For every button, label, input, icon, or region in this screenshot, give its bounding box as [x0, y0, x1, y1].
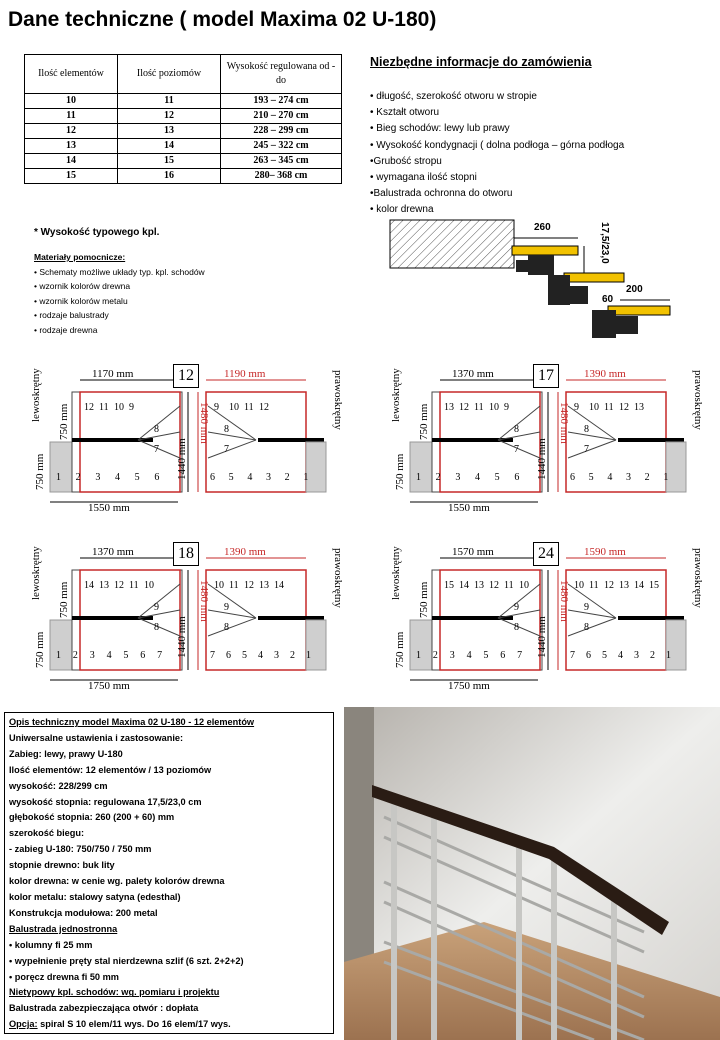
step-number: 4: [607, 472, 613, 483]
order-info: [370, 55, 624, 219]
floor-landing: [666, 442, 686, 492]
table-cell: 11: [25, 109, 118, 124]
step-number: 11: [244, 402, 254, 413]
stair-diagram: [388, 540, 718, 690]
step-number: 3: [634, 650, 639, 661]
order-item: • długość, szerokość otworu w stropie: [370, 91, 537, 102]
step-number: 11: [99, 402, 109, 413]
step-number: 8: [154, 622, 159, 633]
step-number: 7: [517, 650, 523, 661]
right-width-label: 1190 mm: [224, 368, 266, 380]
step-number: 10: [214, 580, 224, 591]
step-number: 7: [570, 650, 575, 661]
tread: [564, 273, 624, 282]
step-number: 5: [483, 650, 489, 661]
step-number: 5: [494, 472, 500, 483]
step-number: 6: [226, 650, 231, 661]
step-number: 8: [514, 622, 519, 633]
railing-line: • kolumny fi 25 mm: [9, 939, 93, 950]
materials-item: • wzornik kolorów drewna: [34, 281, 131, 291]
step-number: 5: [602, 650, 607, 661]
description-line: - zabieg U-180: 750/750 / 750 mm: [9, 844, 152, 855]
description-line: wysokość: 228/299 cm: [9, 780, 108, 791]
height-red-label: 1480 mm: [198, 580, 210, 622]
step-number: 5: [242, 650, 247, 661]
technical-description: [4, 712, 334, 1034]
description-line: kolor drewna: w cenie wg. palety kolorów drewna: [9, 876, 225, 887]
floor-landing: [410, 442, 432, 492]
height-label: 1440 mm: [176, 616, 188, 658]
step-number: 2: [435, 472, 441, 483]
step-tread-label: 200: [626, 284, 643, 295]
step-number: 13: [259, 580, 269, 591]
step-number: 9: [574, 402, 579, 413]
step-number: 7: [224, 444, 229, 455]
step-number: 5: [588, 472, 594, 483]
description-title: Opis techniczny model Maxima 02 U-180 - 12 elementów: [9, 717, 255, 727]
step-number: 10: [574, 580, 584, 591]
typical-note: * Wysokość typowego kpl.: [34, 227, 160, 238]
step-number: 2: [432, 650, 438, 661]
floor-landing: [50, 442, 72, 492]
col-header-levels: Ilość poziomów: [118, 55, 221, 94]
step-number: 14: [84, 580, 94, 591]
table-row: [25, 154, 342, 169]
step-number: 10: [519, 580, 529, 591]
materials-item: • rodzaje balustrady: [34, 310, 109, 320]
step-number: 13: [474, 580, 484, 591]
left-turn-label: lewoskrętny: [30, 546, 42, 600]
materials-item: • rodzaje drewna: [34, 324, 98, 335]
option-line: [9, 1017, 329, 1033]
step-number: 3: [626, 472, 631, 483]
step-number: 3: [266, 472, 271, 483]
element-count-badge: 17: [533, 364, 559, 388]
step-number: 6: [570, 472, 575, 483]
step-number: 12: [619, 402, 629, 413]
step-depth-label: 260: [534, 222, 551, 233]
description-line: Uniwersalne ustawienia i zastosowanie:: [9, 732, 184, 743]
step-profile-svg: [388, 218, 688, 343]
table-cell: 263 – 345 cm: [221, 154, 342, 169]
right-width-label: 1590 mm: [584, 546, 626, 558]
height-label: 1440 mm: [536, 438, 548, 480]
depth-label: 750 mm: [34, 453, 46, 490]
left-width-label: 1170 mm: [92, 368, 134, 380]
col-header-elements: Ilość elementów: [25, 55, 118, 94]
step-number: 9: [129, 402, 134, 413]
total-width-label: 1750 mm: [88, 680, 130, 692]
step-block: [516, 260, 534, 272]
depth-label: 750 mm: [58, 581, 70, 618]
step-number: 2: [644, 472, 650, 483]
element-count-badge: 24: [533, 542, 559, 566]
step-number: 10: [489, 402, 499, 413]
table-cell: 13: [118, 124, 221, 139]
table-cell: 210 – 270 cm: [221, 109, 342, 124]
railing-line: • wypełnienie pręty stal nierdzewna szlif (6 szt. 2+2+2): [9, 955, 244, 966]
step-number: 7: [154, 444, 159, 455]
element-count-badge: 18: [173, 542, 199, 566]
table-row: [25, 169, 342, 184]
table-row: [25, 94, 342, 109]
step-number: 7: [210, 650, 215, 661]
step-number: 2: [650, 650, 655, 661]
custom-heading: Nietypowy kpl. schodów: wg. pomiaru i projektu: [9, 987, 220, 998]
step-number: 3: [455, 472, 461, 483]
table-header-row: [25, 55, 342, 94]
order-item: •Balustrada ochronna do otworu: [370, 188, 513, 200]
left-width-label: 1370 mm: [92, 546, 134, 558]
step-number: 10: [229, 402, 239, 413]
height-red-label: 1480 mm: [558, 580, 570, 622]
step-number: 13: [99, 580, 109, 591]
right-turn-label: prawoskrętny: [332, 548, 344, 608]
right-turn-label: prawoskrętny: [692, 370, 704, 430]
step-number: 12: [84, 402, 94, 413]
table-cell: 16: [118, 169, 221, 184]
step-number: 2: [72, 650, 78, 661]
step-number: 11: [229, 580, 239, 591]
depth-label: 750 mm: [418, 581, 430, 618]
step-number: 1: [56, 472, 61, 483]
description-line: szerokość biegu:: [9, 828, 85, 839]
step-number: 1: [303, 472, 309, 483]
step-number: 2: [290, 650, 295, 661]
step-number: 14: [459, 580, 469, 591]
railing-line: • poręcz drewna fi 50 mm: [9, 971, 119, 982]
description-line: Ilość elementów: 12 elementów / 13 poziomów: [9, 764, 212, 775]
right-turn-label: prawoskrętny: [332, 370, 344, 430]
step-number: 4: [475, 472, 480, 483]
order-item: •Grubość stropu: [370, 155, 442, 167]
railing-heading: Balustrada jednostronna: [9, 923, 118, 934]
total-width-label: 1750 mm: [448, 680, 490, 692]
step-number: 5: [134, 472, 140, 483]
step-number: 9: [214, 402, 219, 413]
step-number: 15: [649, 580, 659, 591]
step-number: 12: [604, 580, 614, 591]
step-number: 9: [504, 402, 509, 413]
step-number: 12: [244, 580, 254, 591]
height-red-label: 1480 mm: [558, 402, 570, 444]
tread: [512, 246, 578, 255]
left-width-label: 1370 mm: [452, 368, 494, 380]
order-item: • Bieg schodów: lewy lub prawy: [370, 123, 510, 135]
order-heading: Niezbędne informacje do zamówienia: [370, 55, 592, 69]
step-number: 11: [504, 580, 514, 591]
step-number: 9: [514, 602, 519, 613]
step-number: 13: [634, 402, 644, 413]
description-line: Konstrukcja modułowa: 200 metal: [9, 907, 158, 918]
step-number: 3: [274, 650, 279, 661]
step-number: 4: [258, 650, 263, 661]
stair-diagram: [28, 540, 358, 690]
step-number: 6: [514, 472, 520, 483]
step-number: 14: [634, 580, 644, 591]
step-number: 8: [514, 424, 519, 435]
spec-table-body: [25, 94, 342, 184]
step-number: 3: [89, 650, 95, 661]
step-number: 7: [157, 650, 163, 661]
materials-item: • Schematy możliwe układy typ. kpl. schodów: [34, 266, 205, 277]
floor-landing: [50, 620, 72, 670]
table-cell: 13: [25, 139, 118, 154]
depth-label: 750 mm: [394, 453, 406, 490]
custom-line: Balustrada zabezpieczająca otwór : dopłata: [9, 1003, 199, 1014]
table-cell: 15: [118, 154, 221, 169]
step-number: 8: [584, 622, 589, 633]
step-number: 3: [449, 650, 455, 661]
step-number: 11: [474, 402, 484, 413]
step-number: 11: [604, 402, 614, 413]
depth-label: 750 mm: [34, 631, 46, 668]
col-header-height: Wysokość regulowana od - do: [221, 55, 342, 94]
left-turn-label: lewoskrętny: [390, 368, 402, 422]
table-cell: 280– 368 cm: [221, 169, 342, 184]
description-line: Zabieg: lewy, prawy U-180: [9, 748, 123, 759]
table-row: [25, 124, 342, 139]
step-number: 12: [114, 580, 124, 591]
step-number: 8: [584, 424, 589, 435]
step-number: 9: [154, 602, 159, 613]
order-item: • Wysokość kondygnacji ( dolna podłoga – górna podłoga: [370, 139, 625, 151]
step-number: 4: [247, 472, 253, 483]
step-number: 5: [228, 472, 234, 483]
table-cell: 11: [118, 94, 221, 109]
materials-list: [34, 250, 205, 337]
depth-label: 750 mm: [394, 631, 406, 668]
page-title: Dane techniczne ( model Maxima 02 U-180): [8, 8, 437, 31]
step-number: 9: [584, 602, 589, 613]
railing-photo: [344, 707, 720, 1040]
step-profile-drawing: [388, 218, 688, 343]
step-number: 7: [514, 444, 519, 455]
step-number: 6: [154, 472, 160, 483]
right-width-label: 1390 mm: [584, 368, 626, 380]
description-line: stopnie drewno: buk lity: [9, 860, 115, 871]
step-number: 2: [75, 472, 81, 483]
step-number: 10: [589, 402, 599, 413]
spec-table: [24, 54, 342, 184]
step-block: [602, 316, 638, 334]
table-cell: 14: [25, 154, 118, 169]
table-cell: 228 – 299 cm: [221, 124, 342, 139]
step-number: 6: [140, 650, 146, 661]
floor-landing: [306, 442, 326, 492]
step-number: 6: [586, 650, 591, 661]
step-number: 13: [444, 402, 454, 413]
order-item: • Kształt otworu: [370, 107, 440, 119]
description-line: wysokość stopnia: regulowana 17,5/23,0 cm: [9, 796, 202, 807]
step-number: 6: [500, 650, 506, 661]
step-overlap-label: 60: [602, 294, 614, 305]
total-width-label: 1550 mm: [448, 502, 490, 514]
step-block: [558, 286, 588, 304]
step-number: 11: [589, 580, 599, 591]
table-cell: 15: [25, 169, 118, 184]
height-label: 1440 mm: [536, 616, 548, 658]
left-width-label: 1570 mm: [452, 546, 494, 558]
table-row: [25, 109, 342, 124]
step-number: 7: [584, 444, 589, 455]
step-number: 8: [224, 424, 229, 435]
step-number: 1: [416, 472, 421, 483]
table-cell: 14: [118, 139, 221, 154]
step-number: 8: [154, 424, 159, 435]
tread: [608, 306, 670, 315]
railing-photo-svg: [344, 707, 720, 1040]
step-number: 1: [306, 650, 311, 661]
floor-landing: [306, 620, 326, 670]
height-label: 1440 mm: [176, 438, 188, 480]
ceiling-slab: [390, 220, 514, 268]
step-number: 10: [144, 580, 154, 591]
left-turn-label: lewoskrętny: [390, 546, 402, 600]
step-number: 14: [274, 580, 284, 591]
table-cell: 12: [25, 124, 118, 139]
materials-item: • wzornik kolorów metalu: [34, 295, 128, 306]
step-rise-label: 17,5/23,0: [599, 222, 610, 264]
step-number: 10: [114, 402, 124, 413]
stair-diagram: [388, 362, 718, 512]
stair-diagram: [28, 362, 358, 512]
step-number: 4: [115, 472, 120, 483]
floor-landing: [410, 620, 432, 670]
step-number: 12: [259, 402, 269, 413]
step-number: 5: [123, 650, 129, 661]
table-cell: 245 – 322 cm: [221, 139, 342, 154]
step-number: 2: [284, 472, 290, 483]
step-number: 4: [618, 650, 623, 661]
step-number: 13: [619, 580, 629, 591]
table-cell: 12: [118, 109, 221, 124]
left-turn-label: lewoskrętny: [30, 368, 42, 422]
option-text: spiral S 10 elem/11 wys. Do 16 elem/17 wys.: [37, 1019, 231, 1030]
table-cell: 10: [25, 94, 118, 109]
depth-label: 750 mm: [58, 403, 70, 440]
step-number: 15: [444, 580, 454, 591]
order-item: • kolor drewna: [370, 204, 434, 216]
step-number: 6: [210, 472, 215, 483]
step-number: 12: [459, 402, 469, 413]
total-width-label: 1550 mm: [88, 502, 130, 514]
step-number: 1: [666, 650, 671, 661]
right-width-label: 1390 mm: [224, 546, 266, 558]
step-number: 4: [106, 650, 112, 661]
step-number: 1: [56, 650, 61, 661]
step-number: 4: [466, 650, 472, 661]
floor-landing: [666, 620, 686, 670]
height-red-label: 1480 mm: [198, 402, 210, 444]
option-label: Opcja:: [9, 1019, 38, 1030]
right-turn-label: prawoskrętny: [692, 548, 704, 608]
step-number: 9: [224, 602, 229, 613]
order-item: • wymagana ilość stopni: [370, 172, 477, 184]
table-row: [25, 139, 342, 154]
step-number: 12: [489, 580, 499, 591]
step-number: 1: [416, 650, 421, 661]
step-number: 8: [224, 622, 229, 633]
description-line: kolor metalu: stalowy satyna (edesthal): [9, 891, 181, 902]
materials-heading: Materiały pomocnicze:: [34, 252, 126, 262]
depth-label: 750 mm: [418, 403, 430, 440]
table-cell: 193 – 274 cm: [221, 94, 342, 109]
step-number: 1: [663, 472, 669, 483]
element-count-badge: 12: [173, 364, 199, 388]
step-number: 11: [129, 580, 139, 591]
step-number: 3: [95, 472, 101, 483]
description-line: głębokość stopnia: 260 (200 + 60) mm: [9, 812, 175, 823]
